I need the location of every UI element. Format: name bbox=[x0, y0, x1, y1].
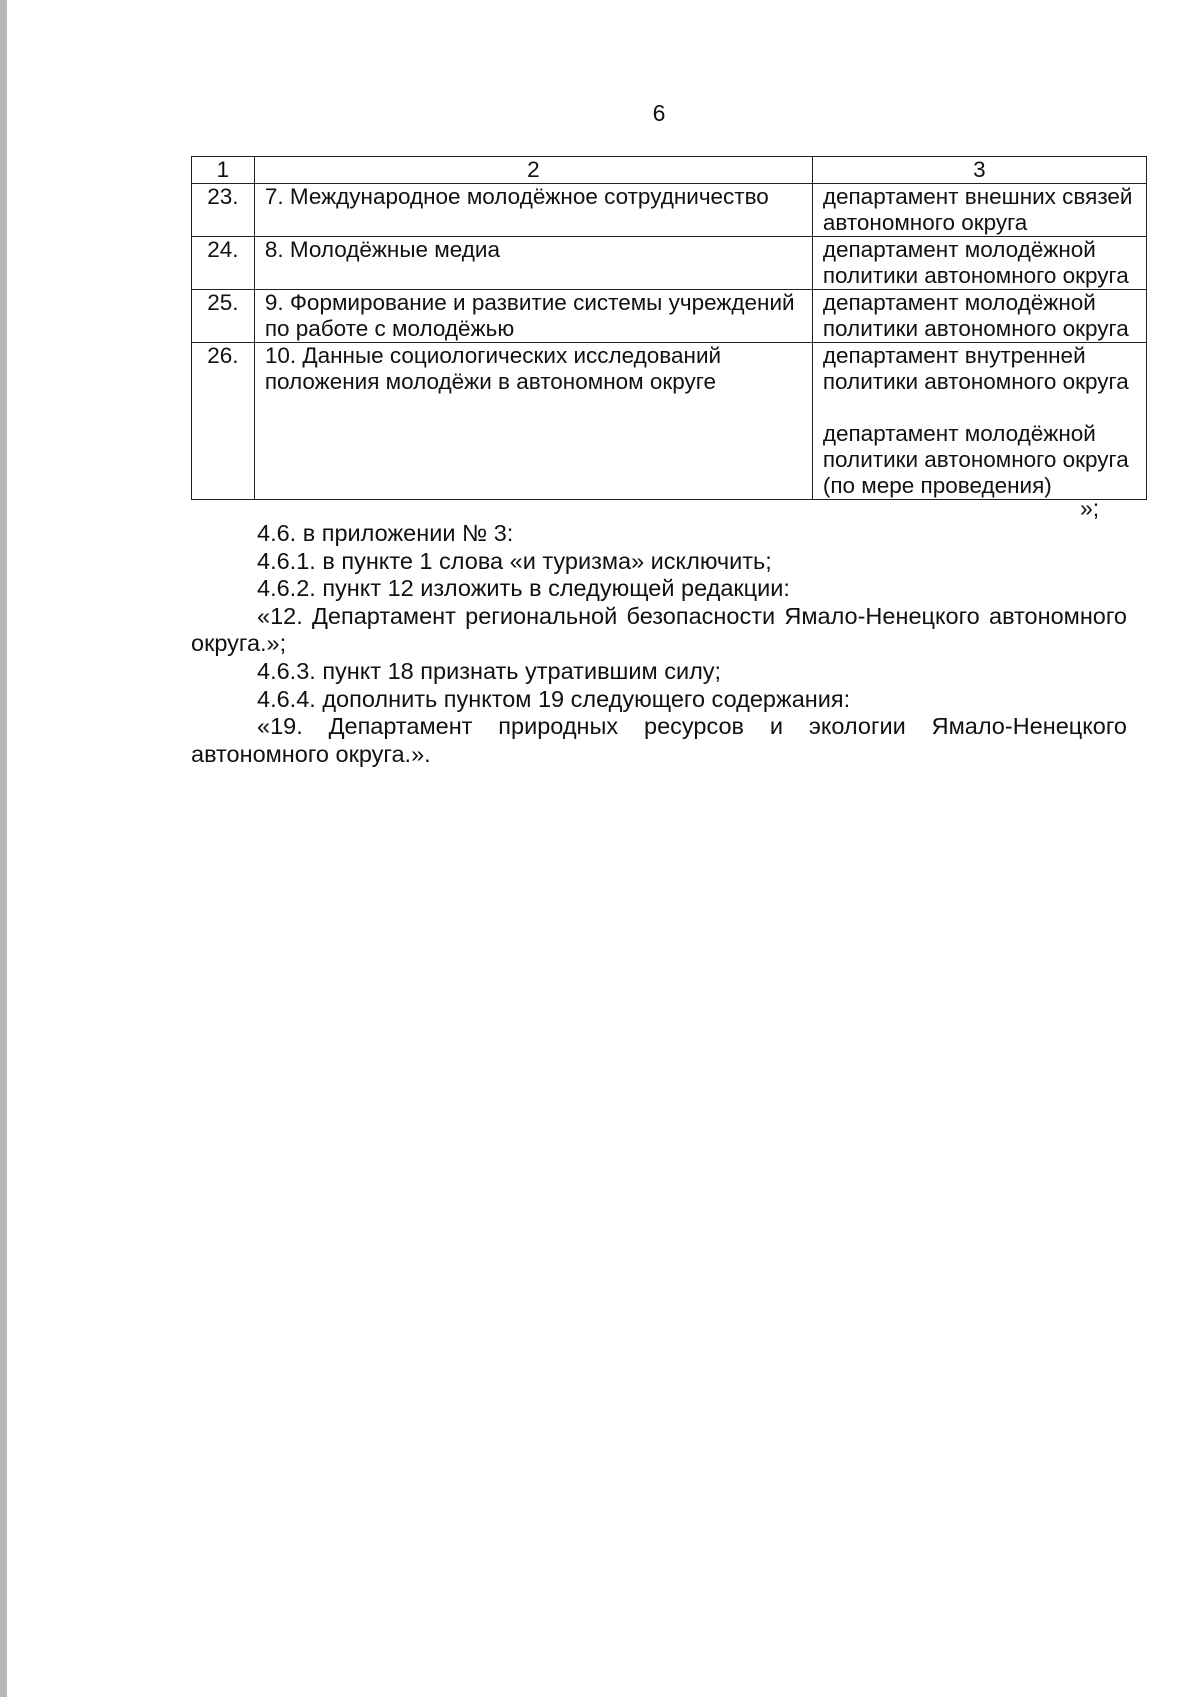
row-number: 26. bbox=[192, 343, 255, 500]
paragraph: 4.6.3. пункт 18 признать утратившим силу; bbox=[257, 657, 722, 684]
table-row bbox=[192, 184, 1147, 237]
data-table bbox=[191, 156, 1147, 500]
table-row bbox=[192, 237, 1147, 290]
paragraph: 4.6.4. дополнить пунктом 19 следующего содержания: bbox=[257, 685, 851, 712]
paragraph: 4.6. в приложении № 3: bbox=[257, 520, 514, 546]
responsible-entry: департамент молодёжной политики автономного округа bbox=[822, 290, 1129, 341]
row-responsible bbox=[812, 184, 1146, 237]
responsible-entry: департамент внутренней политики автономного округа bbox=[822, 343, 1129, 394]
row-number: 23. bbox=[192, 184, 255, 237]
row-number: 24. bbox=[192, 237, 255, 290]
row-name: 8. Молодёжные медиа bbox=[254, 237, 812, 290]
paragraph: 4.6.1. в пункте 1 слова «и туризма» исключить; bbox=[257, 547, 772, 574]
header-cell-1: 1 bbox=[192, 157, 255, 184]
responsible-entry: департамент молодёжной политики автономного округа (по мере проведения) bbox=[822, 421, 1129, 498]
row-name: 10. Данные социологических исследований положения молодёжи в автономном округе bbox=[254, 343, 812, 500]
row-responsible bbox=[812, 290, 1146, 343]
row-name: 9. Формирование и развитие системы учреждений по работе с молодёжью bbox=[254, 290, 812, 343]
row-name: 7. Международное молодёжное сотрудничество bbox=[254, 184, 812, 237]
header-cell-2: 2 bbox=[254, 157, 812, 184]
row-responsible bbox=[812, 237, 1146, 290]
table-closing-quote: »; bbox=[1080, 495, 1100, 521]
responsible-entry: департамент молодёжной политики автономного округа bbox=[822, 237, 1129, 288]
table-header-row bbox=[192, 157, 1147, 184]
responsible-entry: департамент внешних связей автономного округа bbox=[822, 184, 1133, 235]
table-row bbox=[192, 290, 1147, 343]
page-number: 6 bbox=[652, 100, 666, 126]
body-text bbox=[191, 520, 1127, 768]
header-cell-3: 3 bbox=[812, 157, 1146, 184]
row-number: 25. bbox=[192, 290, 255, 343]
row-responsible bbox=[812, 343, 1146, 500]
table-row bbox=[192, 343, 1147, 500]
scan-edge bbox=[0, 0, 7, 1697]
paragraph: 4.6.2. пункт 12 изложить в следующей редакции: bbox=[257, 575, 790, 602]
paragraph: «19. Департамент природных ресурсов и экологии Ямало-Ненецкого автономного округа.». bbox=[191, 713, 1127, 767]
paragraph: «12. Департамент региональной безопасности Ямало-Ненецкого автономного округа.»; bbox=[191, 602, 1127, 657]
